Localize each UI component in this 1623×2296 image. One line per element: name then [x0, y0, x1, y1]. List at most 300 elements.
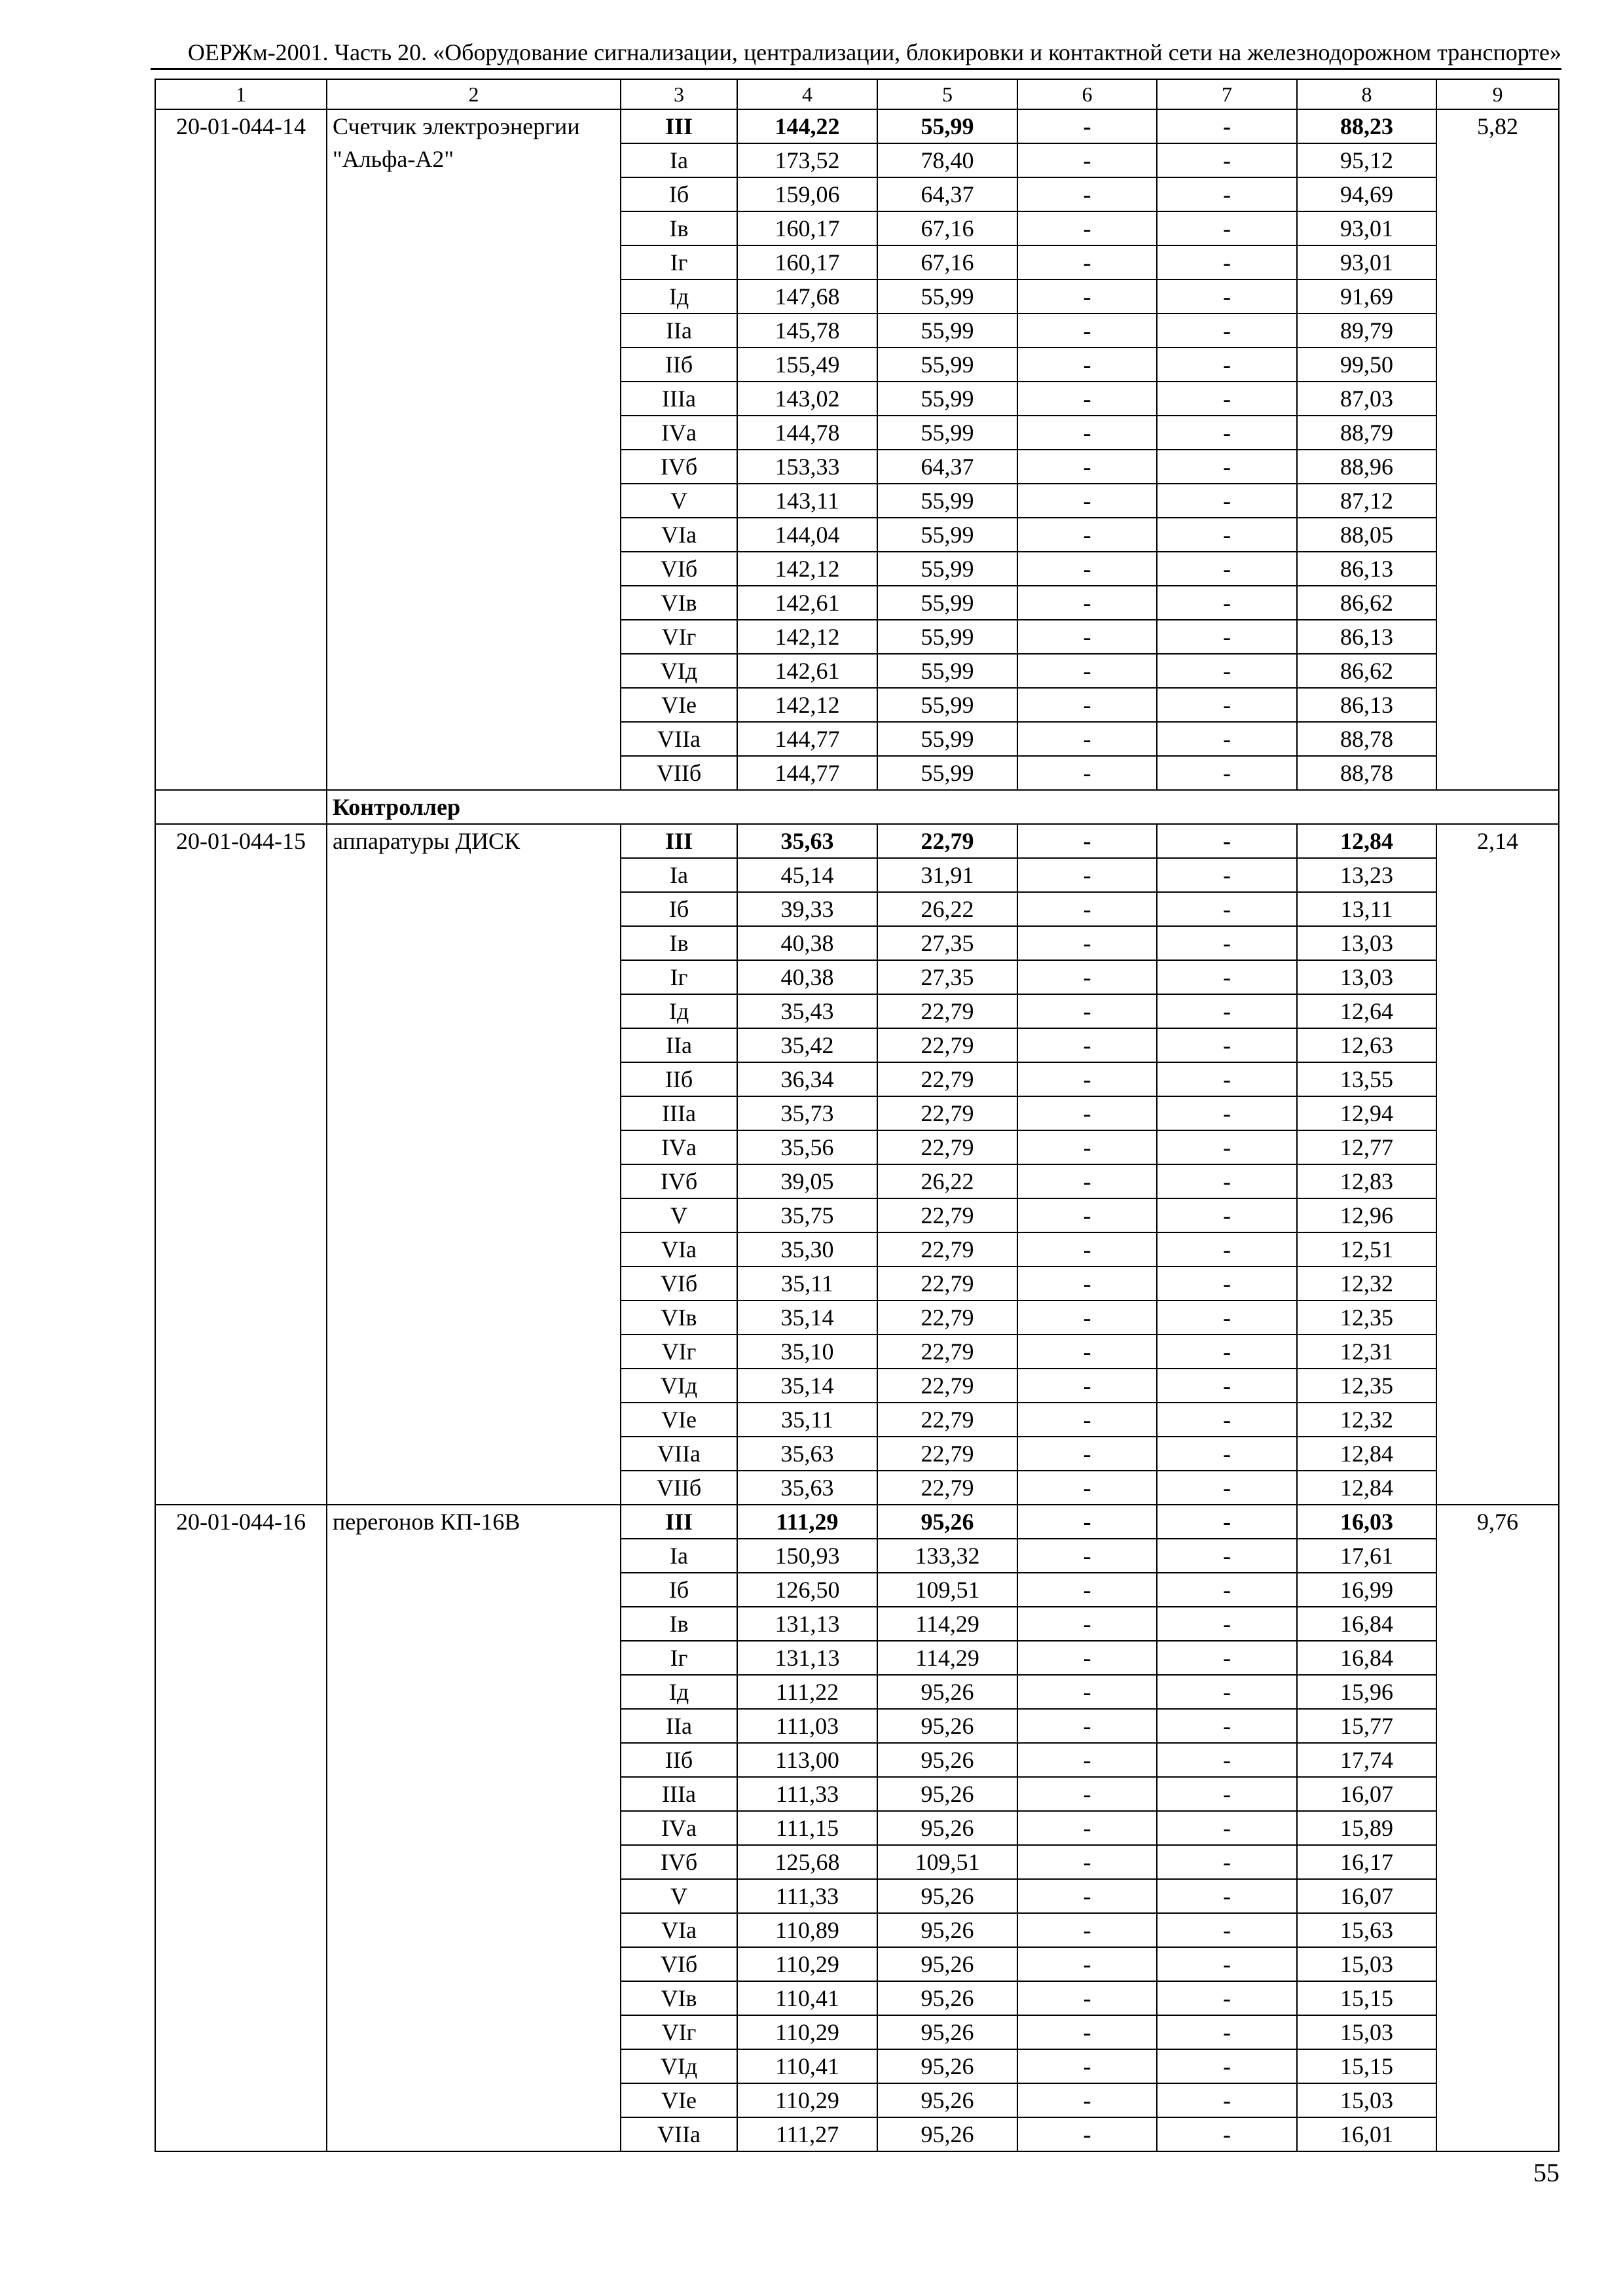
value-col4: 125,68 — [737, 1845, 877, 1879]
zone-cell: VIв — [621, 1300, 737, 1335]
value-col8: 88,05 — [1297, 518, 1436, 552]
value-col7: - — [1157, 994, 1297, 1028]
value-col4: 147,68 — [737, 279, 877, 314]
value-col5: 114,29 — [877, 1641, 1017, 1675]
value-col7: - — [1157, 1947, 1297, 1981]
value-col7: - — [1157, 2117, 1297, 2151]
value-col4: 35,30 — [737, 1232, 877, 1266]
value-col8: 89,79 — [1297, 314, 1436, 348]
value-col8: 88,96 — [1297, 450, 1436, 484]
zone-cell: IVб — [621, 1845, 737, 1879]
zone-cell: Iв — [621, 926, 737, 960]
value-col5: 22,79 — [877, 1198, 1017, 1232]
zone-cell: Iб — [621, 177, 737, 211]
value-col5: 55,99 — [877, 348, 1017, 382]
value-col6: - — [1017, 892, 1157, 926]
zone-cell: Iа — [621, 143, 737, 177]
value-col8: 87,12 — [1297, 484, 1436, 518]
value-col8: 13,55 — [1297, 1062, 1436, 1096]
value-col5: 95,26 — [877, 1947, 1017, 1981]
value-col6: - — [1017, 2015, 1157, 2049]
value-col8: 12,96 — [1297, 1198, 1436, 1232]
value-col5: 109,51 — [877, 1845, 1017, 1879]
value-col5: 95,26 — [877, 2117, 1017, 2151]
value-col4: 35,14 — [737, 1300, 877, 1335]
value-col6: - — [1017, 1539, 1157, 1573]
value-col5: 22,79 — [877, 1028, 1017, 1062]
value-col5: 22,79 — [877, 1369, 1017, 1403]
value-col4: 35,63 — [737, 824, 877, 858]
value-col7: - — [1157, 177, 1297, 211]
value-col4: 153,33 — [737, 450, 877, 484]
value-col4: 111,27 — [737, 2117, 877, 2151]
value-col7: - — [1157, 2083, 1297, 2117]
value-col6: - — [1017, 1505, 1157, 1539]
value-col6: - — [1017, 926, 1157, 960]
value-col5: 55,99 — [877, 756, 1017, 790]
value-col7: - — [1157, 2049, 1297, 2083]
value-col5: 95,26 — [877, 1879, 1017, 1913]
value-col7: - — [1157, 1709, 1297, 1743]
zone-cell: Iд — [621, 279, 737, 314]
value-col6: - — [1017, 109, 1157, 143]
value-col6: - — [1017, 143, 1157, 177]
column-number: 7 — [1157, 79, 1297, 109]
value-col6: - — [1017, 1300, 1157, 1335]
norm-code: 20-01-044-16 — [155, 1505, 327, 2151]
value-col7: - — [1157, 960, 1297, 994]
value-col6: - — [1017, 416, 1157, 450]
value-col8: 13,03 — [1297, 926, 1436, 960]
value-col4: 110,89 — [737, 1913, 877, 1947]
zone-cell: VIв — [621, 586, 737, 620]
value-col4: 131,13 — [737, 1607, 877, 1641]
value-col4: 143,11 — [737, 484, 877, 518]
value-col7: - — [1157, 348, 1297, 382]
value-col5: 95,26 — [877, 2015, 1017, 2049]
value-col5: 114,29 — [877, 1607, 1017, 1641]
zone-cell: VIIа — [621, 2117, 737, 2151]
value-col8: 12,64 — [1297, 994, 1436, 1028]
value-col5: 55,99 — [877, 109, 1017, 143]
value-col5: 22,79 — [877, 1403, 1017, 1437]
value-col7: - — [1157, 1845, 1297, 1879]
value-col5: 22,79 — [877, 1335, 1017, 1369]
value-col8: 13,11 — [1297, 892, 1436, 926]
value-col6: - — [1017, 1573, 1157, 1607]
zone-cell: IIа — [621, 1709, 737, 1743]
value-col4: 155,49 — [737, 348, 877, 382]
value-col8: 91,69 — [1297, 279, 1436, 314]
zone-cell: VIг — [621, 2015, 737, 2049]
value-col4: 145,78 — [737, 314, 877, 348]
value-col5: 27,35 — [877, 926, 1017, 960]
value-col5: 133,32 — [877, 1539, 1017, 1573]
value-col4: 35,63 — [737, 1471, 877, 1505]
value-col6: - — [1017, 1607, 1157, 1641]
zone-cell: VIб — [621, 1266, 737, 1300]
value-col4: 111,03 — [737, 1709, 877, 1743]
value-col4: 110,41 — [737, 2049, 877, 2083]
value-col7: - — [1157, 586, 1297, 620]
zone-cell: IIа — [621, 1028, 737, 1062]
zone-cell: IVб — [621, 450, 737, 484]
value-col4: 144,78 — [737, 416, 877, 450]
zone-cell: VIб — [621, 552, 737, 586]
value-col7: - — [1157, 1913, 1297, 1947]
value-col5: 95,26 — [877, 1709, 1017, 1743]
value-col8: 16,17 — [1297, 1845, 1436, 1879]
value-col8: 88,78 — [1297, 756, 1436, 790]
value-col4: 110,29 — [737, 2015, 877, 2049]
value-col8: 13,03 — [1297, 960, 1436, 994]
norms-table — [155, 79, 1559, 2152]
zone-cell: IVа — [621, 416, 737, 450]
value-col6: - — [1017, 279, 1157, 314]
norm-code: 20-01-044-15 — [155, 824, 327, 1505]
value-col7: - — [1157, 1777, 1297, 1811]
value-col6: - — [1017, 518, 1157, 552]
value-col7: - — [1157, 518, 1297, 552]
value-col6: - — [1017, 382, 1157, 416]
value-col6: - — [1017, 1335, 1157, 1369]
value-col4: 35,42 — [737, 1028, 877, 1062]
value-col5: 109,51 — [877, 1573, 1017, 1607]
value-col9: 2,14 — [1436, 824, 1559, 1505]
value-col4: 144,77 — [737, 722, 877, 756]
value-col7: - — [1157, 245, 1297, 279]
zone-cell: III — [621, 1505, 737, 1539]
zone-cell: VIа — [621, 1232, 737, 1266]
value-col8: 16,03 — [1297, 1505, 1436, 1539]
value-col6: - — [1017, 722, 1157, 756]
value-col5: 55,99 — [877, 416, 1017, 450]
value-col6: - — [1017, 1403, 1157, 1437]
value-col4: 35,14 — [737, 1369, 877, 1403]
value-col8: 86,13 — [1297, 552, 1436, 586]
value-col4: 159,06 — [737, 177, 877, 211]
value-col4: 45,14 — [737, 858, 877, 892]
value-col4: 143,02 — [737, 382, 877, 416]
value-col8: 16,99 — [1297, 1573, 1436, 1607]
value-col4: 39,05 — [737, 1164, 877, 1198]
zone-cell: VIIа — [621, 722, 737, 756]
value-col5: 55,99 — [877, 279, 1017, 314]
value-col8: 15,89 — [1297, 1811, 1436, 1845]
norm-name: аппаратуры ДИСК — [327, 824, 621, 1505]
value-col5: 55,99 — [877, 382, 1017, 416]
value-col8: 15,15 — [1297, 2049, 1436, 2083]
zone-cell: Iд — [621, 1675, 737, 1709]
group-spacer — [155, 790, 327, 824]
value-col5: 95,26 — [877, 1505, 1017, 1539]
value-col7: - — [1157, 109, 1297, 143]
value-col8: 13,23 — [1297, 858, 1436, 892]
zone-cell: Iг — [621, 1641, 737, 1675]
table-row — [155, 824, 1559, 858]
value-col8: 87,03 — [1297, 382, 1436, 416]
zone-cell: VIа — [621, 1913, 737, 1947]
value-col4: 110,29 — [737, 2083, 877, 2117]
value-col7: - — [1157, 756, 1297, 790]
value-col4: 160,17 — [737, 211, 877, 245]
value-col8: 16,07 — [1297, 1777, 1436, 1811]
value-col4: 111,29 — [737, 1505, 877, 1539]
value-col4: 35,10 — [737, 1335, 877, 1369]
value-col4: 111,22 — [737, 1675, 877, 1709]
value-col8: 88,78 — [1297, 722, 1436, 756]
value-col5: 67,16 — [877, 245, 1017, 279]
zone-cell: VIе — [621, 688, 737, 722]
value-col5: 22,79 — [877, 1300, 1017, 1335]
column-number: 3 — [621, 79, 737, 109]
header-rule — [151, 68, 1561, 70]
value-col8: 86,13 — [1297, 620, 1436, 654]
zone-cell: VIIа — [621, 1437, 737, 1471]
group-label: Контроллер — [327, 790, 1559, 824]
value-col7: - — [1157, 1675, 1297, 1709]
column-number: 1 — [155, 79, 327, 109]
zone-cell: IIб — [621, 1062, 737, 1096]
value-col4: 144,22 — [737, 109, 877, 143]
value-col4: 35,63 — [737, 1437, 877, 1471]
value-col5: 55,99 — [877, 654, 1017, 688]
value-col6: - — [1017, 348, 1157, 382]
zone-cell: III — [621, 109, 737, 143]
value-col8: 93,01 — [1297, 211, 1436, 245]
value-col5: 64,37 — [877, 177, 1017, 211]
value-col6: - — [1017, 2083, 1157, 2117]
value-col4: 173,52 — [737, 143, 877, 177]
value-col4: 111,33 — [737, 1879, 877, 1913]
value-col5: 26,22 — [877, 1164, 1017, 1198]
value-col6: - — [1017, 1232, 1157, 1266]
value-col8: 86,62 — [1297, 654, 1436, 688]
zone-cell: III — [621, 824, 737, 858]
table-row — [155, 109, 1559, 143]
norms-table-body — [155, 79, 1559, 2151]
value-col7: - — [1157, 1300, 1297, 1335]
value-col8: 15,03 — [1297, 2015, 1436, 2049]
value-col5: 95,26 — [877, 1811, 1017, 1845]
value-col6: - — [1017, 1845, 1157, 1879]
value-col7: - — [1157, 1471, 1297, 1505]
value-col6: - — [1017, 552, 1157, 586]
norms-table-container — [155, 79, 1558, 2152]
value-col7: - — [1157, 450, 1297, 484]
value-col6: - — [1017, 1709, 1157, 1743]
value-col4: 40,38 — [737, 926, 877, 960]
zone-cell: IVа — [621, 1811, 737, 1845]
zone-cell: VIIб — [621, 1471, 737, 1505]
value-col7: - — [1157, 1062, 1297, 1096]
value-col8: 16,84 — [1297, 1607, 1436, 1641]
value-col5: 55,99 — [877, 586, 1017, 620]
value-col7: - — [1157, 1130, 1297, 1164]
value-col8: 12,51 — [1297, 1232, 1436, 1266]
value-col8: 15,77 — [1297, 1709, 1436, 1743]
value-col7: - — [1157, 1198, 1297, 1232]
value-col8: 17,74 — [1297, 1743, 1436, 1777]
value-col8: 15,03 — [1297, 2083, 1436, 2117]
value-col7: - — [1157, 1403, 1297, 1437]
zone-cell: VIд — [621, 2049, 737, 2083]
column-number: 6 — [1017, 79, 1157, 109]
value-col7: - — [1157, 552, 1297, 586]
zone-cell: Iа — [621, 858, 737, 892]
value-col5: 78,40 — [877, 143, 1017, 177]
value-col4: 150,93 — [737, 1539, 877, 1573]
value-col5: 55,99 — [877, 620, 1017, 654]
value-col7: - — [1157, 1505, 1297, 1539]
value-col6: - — [1017, 1675, 1157, 1709]
value-col5: 95,26 — [877, 1981, 1017, 2015]
value-col6: - — [1017, 484, 1157, 518]
value-col8: 86,62 — [1297, 586, 1436, 620]
value-col6: - — [1017, 1811, 1157, 1845]
value-col5: 31,91 — [877, 858, 1017, 892]
value-col5: 95,26 — [877, 2049, 1017, 2083]
value-col6: - — [1017, 1947, 1157, 1981]
value-col8: 86,13 — [1297, 688, 1436, 722]
value-col7: - — [1157, 620, 1297, 654]
value-col6: - — [1017, 177, 1157, 211]
value-col4: 110,29 — [737, 1947, 877, 1981]
value-col6: - — [1017, 756, 1157, 790]
value-col7: - — [1157, 1096, 1297, 1130]
value-col4: 110,41 — [737, 1981, 877, 2015]
value-col4: 35,56 — [737, 1130, 877, 1164]
value-col9: 9,76 — [1436, 1505, 1559, 2151]
value-col4: 35,43 — [737, 994, 877, 1028]
zone-cell: VIе — [621, 1403, 737, 1437]
value-col5: 22,79 — [877, 1266, 1017, 1300]
column-number: 4 — [737, 79, 877, 109]
zone-cell: VIг — [621, 620, 737, 654]
value-col7: - — [1157, 143, 1297, 177]
value-col6: - — [1017, 1913, 1157, 1947]
zone-cell: VIIб — [621, 756, 737, 790]
column-number: 9 — [1436, 79, 1559, 109]
zone-cell: VIб — [621, 1947, 737, 1981]
value-col6: - — [1017, 1981, 1157, 2015]
zone-cell: IIIа — [621, 1777, 737, 1811]
value-col8: 12,35 — [1297, 1369, 1436, 1403]
zone-cell: VIг — [621, 1335, 737, 1369]
value-col5: 55,99 — [877, 688, 1017, 722]
value-col7: - — [1157, 1879, 1297, 1913]
value-col7: - — [1157, 1573, 1297, 1607]
value-col8: 12,32 — [1297, 1266, 1436, 1300]
value-col6: - — [1017, 654, 1157, 688]
value-col7: - — [1157, 314, 1297, 348]
value-col7: - — [1157, 654, 1297, 688]
value-col8: 16,84 — [1297, 1641, 1436, 1675]
value-col6: - — [1017, 1743, 1157, 1777]
value-col6: - — [1017, 858, 1157, 892]
value-col5: 22,79 — [877, 1096, 1017, 1130]
value-col5: 22,79 — [877, 994, 1017, 1028]
value-col5: 95,26 — [877, 1675, 1017, 1709]
value-col6: - — [1017, 1471, 1157, 1505]
column-number: 8 — [1297, 79, 1436, 109]
value-col5: 22,79 — [877, 1471, 1017, 1505]
value-col4: 111,15 — [737, 1811, 877, 1845]
value-col7: - — [1157, 688, 1297, 722]
zone-cell: V — [621, 484, 737, 518]
value-col7: - — [1157, 1369, 1297, 1403]
value-col4: 144,04 — [737, 518, 877, 552]
value-col7: - — [1157, 1981, 1297, 2015]
value-col5: 26,22 — [877, 892, 1017, 926]
value-col6: - — [1017, 2049, 1157, 2083]
value-col7: - — [1157, 892, 1297, 926]
zone-cell: Iа — [621, 1539, 737, 1573]
value-col8: 15,96 — [1297, 1675, 1436, 1709]
value-col8: 16,07 — [1297, 1879, 1436, 1913]
value-col7: - — [1157, 2015, 1297, 2049]
value-col8: 95,12 — [1297, 143, 1436, 177]
zone-cell: VIа — [621, 518, 737, 552]
value-col6: - — [1017, 586, 1157, 620]
zone-cell: IIIа — [621, 1096, 737, 1130]
value-col8: 15,15 — [1297, 1981, 1436, 2015]
value-col5: 95,26 — [877, 1913, 1017, 1947]
page-number: 55 — [1533, 2158, 1559, 2187]
value-col6: - — [1017, 688, 1157, 722]
value-col8: 12,35 — [1297, 1300, 1436, 1335]
value-col8: 16,01 — [1297, 2117, 1436, 2151]
value-col6: - — [1017, 1198, 1157, 1232]
value-col7: - — [1157, 722, 1297, 756]
zone-cell: Iб — [621, 892, 737, 926]
value-col4: 144,77 — [737, 756, 877, 790]
zone-cell: IVб — [621, 1164, 737, 1198]
value-col6: - — [1017, 620, 1157, 654]
zone-cell: V — [621, 1879, 737, 1913]
value-col7: - — [1157, 382, 1297, 416]
table-row — [155, 1505, 1559, 1539]
value-col6: - — [1017, 450, 1157, 484]
value-col4: 142,61 — [737, 654, 877, 688]
value-col8: 12,84 — [1297, 1437, 1436, 1471]
norm-name: Счетчик электроэнергии "Альфа-А2" — [327, 109, 621, 790]
value-col4: 131,13 — [737, 1641, 877, 1675]
zone-cell: VIв — [621, 1981, 737, 2015]
value-col5: 27,35 — [877, 960, 1017, 994]
value-col6: - — [1017, 1777, 1157, 1811]
value-col8: 12,77 — [1297, 1130, 1436, 1164]
value-col4: 35,73 — [737, 1096, 877, 1130]
value-col5: 55,99 — [877, 552, 1017, 586]
value-col5: 95,26 — [877, 2083, 1017, 2117]
value-col7: - — [1157, 1743, 1297, 1777]
value-col4: 142,12 — [737, 620, 877, 654]
value-col8: 88,79 — [1297, 416, 1436, 450]
value-col7: - — [1157, 1232, 1297, 1266]
value-col7: - — [1157, 1335, 1297, 1369]
value-col5: 55,99 — [877, 484, 1017, 518]
value-col6: - — [1017, 1062, 1157, 1096]
value-col5: 95,26 — [877, 1743, 1017, 1777]
value-col5: 22,79 — [877, 1130, 1017, 1164]
value-col7: - — [1157, 1607, 1297, 1641]
value-col5: 22,79 — [877, 1437, 1017, 1471]
value-col7: - — [1157, 1641, 1297, 1675]
value-col7: - — [1157, 1164, 1297, 1198]
value-col6: - — [1017, 960, 1157, 994]
value-col8: 94,69 — [1297, 177, 1436, 211]
